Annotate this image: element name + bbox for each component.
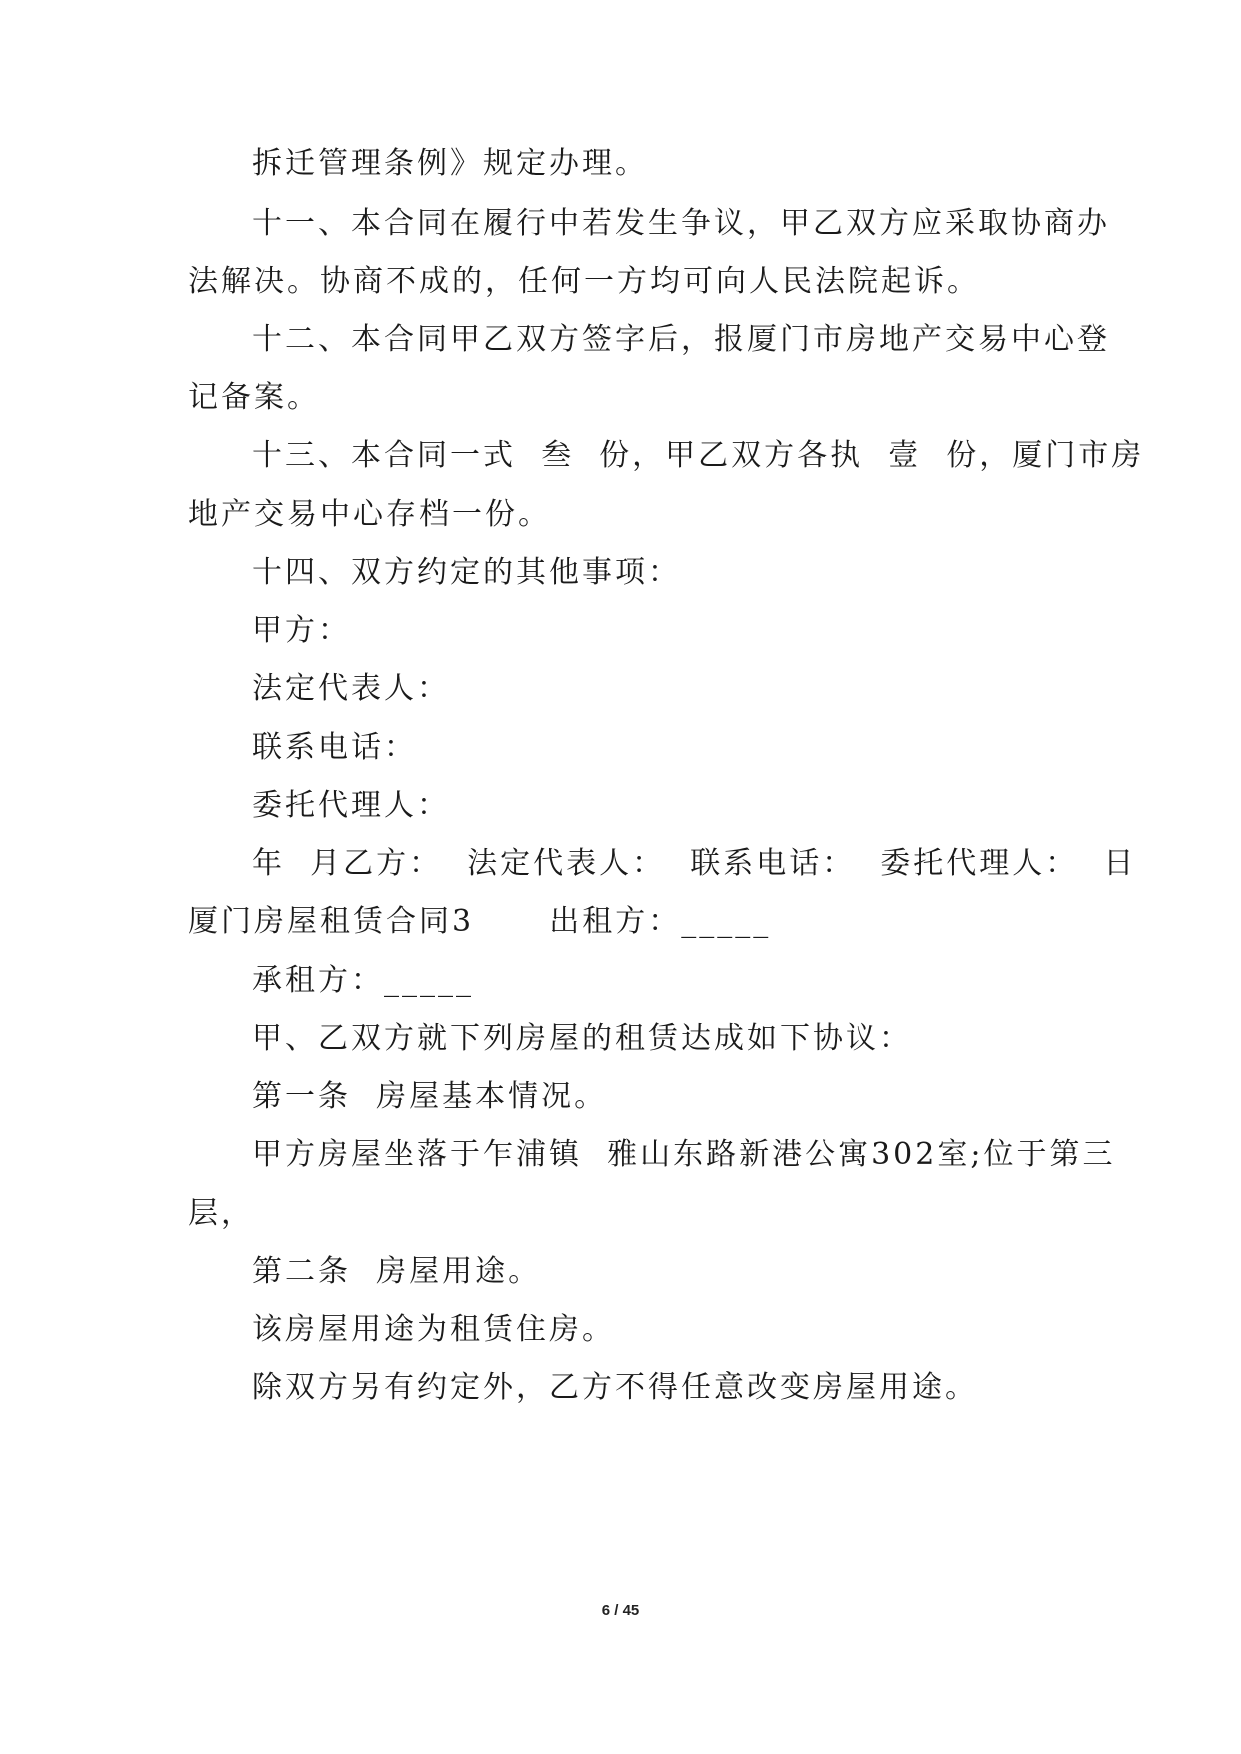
text-line: 甲、乙双方就下列房屋的租赁达成如下协议： [252, 1021, 912, 1056]
text-line: 法解决。协商不成的，任何一方均可向人民法院起诉。 [188, 264, 980, 299]
text-line: 十二、本合同甲乙双方签字后，报厦门市房地产交易中心登 [252, 322, 1110, 357]
text-line: 第一条 房屋基本情况。 [252, 1079, 608, 1114]
text-line: 年 月乙方： 法定代表人： 联系电话： 委托代理人： 日 [252, 846, 1137, 881]
page-number: 6 / 45 [601, 1602, 640, 1619]
text-line: 十四、双方约定的其他事项： [252, 555, 681, 590]
text-line: 甲方： [252, 613, 351, 648]
text-line: 厦门房屋租赁合同3 出租方：_____ [188, 904, 772, 939]
text-line: 法定代表人： [252, 671, 450, 706]
text-line: 甲方房屋坐落于乍浦镇 雅山东路新港公寓302室;位于第三 [252, 1137, 1116, 1172]
text-line: 第二条 房屋用途。 [252, 1254, 542, 1289]
text-line: 十一、本合同在履行中若发生争议，甲乙双方应采取协商办 [252, 206, 1110, 241]
text-line: 该房屋用途为租赁住房。 [252, 1312, 615, 1347]
text-line: 记备案。 [188, 380, 320, 415]
text-line: 联系电话： [252, 730, 417, 765]
text-line: 承租方：_____ [252, 963, 474, 998]
text-line: 地产交易中心存档一份。 [188, 497, 551, 532]
text-line: 委托代理人： [252, 788, 450, 823]
text-line: 十三、本合同一式 叁 份，甲乙双方各执 壹 份，厦门市房 [252, 438, 1145, 473]
text-line: 拆迁管理条例》规定办理。 [252, 146, 648, 181]
text-line: 层， [188, 1196, 254, 1231]
text-line: 除双方另有约定外，乙方不得任意改变房屋用途。 [252, 1370, 978, 1405]
